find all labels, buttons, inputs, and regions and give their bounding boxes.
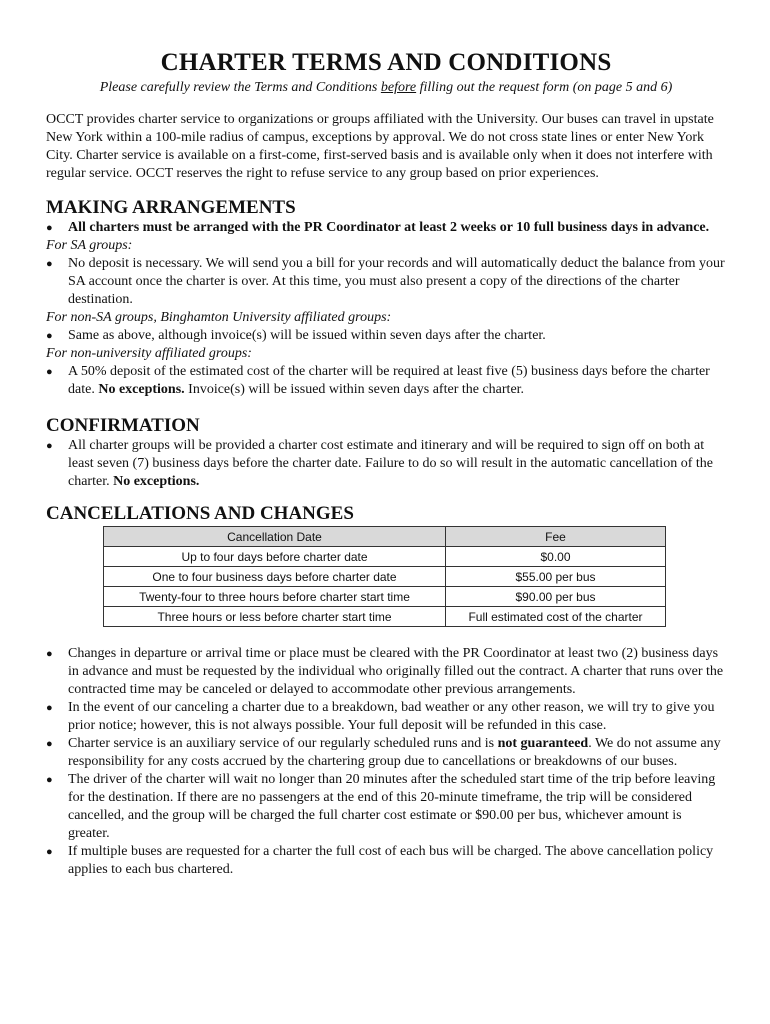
- list-item: [46, 437, 726, 491]
- table-row: [104, 607, 666, 627]
- table-cell: Full estimated cost of the charter: [446, 607, 666, 627]
- page-title: CHARTER TERMS AND CONDITIONS: [160, 49, 612, 76]
- table-row: [104, 547, 666, 567]
- list-item: ● Same as above, although invoice(s) will be issued within seven days after the charter.: [46, 327, 726, 345]
- making-list-1: [46, 219, 726, 237]
- section-heading-confirmation: CONFIRMATION: [46, 415, 200, 436]
- subtitle-underlined: before: [380, 80, 417, 95]
- section-heading-making-arrangements: MAKING ARRANGEMENTS: [46, 197, 296, 218]
- list-item-text: All charter groups will be provided a charter cost estimate and itinerary and will be required to sign off on both at least seven (7) business days before the charter date. Failure to do so will result in the automatic cancellation of the charter.: [68, 438, 713, 489]
- list-item: ● Changes in departure or arrival time or place must be cleared with the PR Coordinator at least two (2) business days in advance and must be requested by the individual who originally filled out the contract. A charter that runs over the contracted time may be canceled or delayed to accommodate other previous arrangements.: [46, 645, 726, 699]
- making-list-3: [46, 327, 726, 345]
- section-heading-cancellations: CANCELLATIONS AND CHANGES: [46, 503, 354, 524]
- document-page: [46, 48, 726, 879]
- list-item: ● The driver of the charter will wait no longer than 20 minutes after the scheduled start time of the trip before leaving for the destination. If there are no passengers at the end of this 20-minute timeframe, the trip will be considered cancelled, and the group will be charged the full charter cost estimate or $90.00 per bus, whichever amount is greater.: [46, 771, 726, 843]
- making-list-2: [46, 255, 726, 309]
- list-item: ● If multiple buses are requested for a charter the full cost of each bus will be charged. The above cancellation policy applies to each bus chartered.: [46, 843, 726, 879]
- list-item: [46, 363, 726, 399]
- table-header-cell: Cancellation Date: [104, 527, 446, 547]
- table-cell: $90.00 per bus: [446, 587, 666, 607]
- confirmation-list: [46, 437, 726, 491]
- list-item: ● In the event of our canceling a charter due to a breakdown, bad weather or any other reason, we will try to give you prior notice; however, this is not always possible. Your full deposit will be refunded in this case.: [46, 699, 726, 735]
- table-cell: $55.00 per bus: [446, 567, 666, 587]
- group-label-non-university: For non-university affiliated groups:: [46, 346, 252, 361]
- list-item: [46, 735, 726, 771]
- subtitle-text: Please carefully review the Terms and Conditions: [99, 80, 381, 95]
- list-item: ● No deposit is necessary. We will send you a bill for your records and will automatically deduct the balance from your SA account once the charter is over. At this time, you must also present a copy of the directions of the charter destination.: [46, 255, 726, 309]
- group-label-non-sa: For non-SA groups, Binghamton University affiliated groups:: [46, 310, 392, 325]
- subtitle: [46, 79, 726, 97]
- intro-paragraph: OCCT provides charter service to organizations or groups affiliated with the University. Our buses can travel in upstate New York within a 100-mile radius of campus, exceptions by approval. We do not cross state lines or enter New York City. Charter service is available on a first-come, first-served basis and is available only when it does not interfere with regular service. OCCT reserves the right to refuse service to any group based on prior experiences.: [46, 112, 714, 181]
- table-header-row: [104, 527, 666, 547]
- list-item-text-end: . We do not assume any responsibility for any costs accrued by the chartering group due to cancellations or breakdowns of our buses.: [68, 736, 721, 769]
- list-item-bold: No exceptions.: [113, 474, 200, 489]
- group-label-sa: For SA groups:: [46, 238, 133, 253]
- table-row: [104, 567, 666, 587]
- table-cell: Three hours or less before charter start time: [104, 607, 446, 627]
- cancellations-list: [46, 645, 726, 879]
- list-item-bold: No exceptions.: [98, 382, 185, 397]
- table-header-cell: Fee: [446, 527, 666, 547]
- table-row: [104, 587, 666, 607]
- subtitle-text-end: filling out the request form (on page 5 and 6): [416, 80, 673, 95]
- making-list-4: [46, 363, 726, 399]
- list-item-text: Charter service is an auxiliary service of our regularly scheduled runs and is: [68, 736, 498, 751]
- list-item-text: A 50% deposit of the estimated cost of the charter will be required at least five (5) business days before the charter date.: [68, 364, 710, 397]
- table-cell: $0.00: [446, 547, 666, 567]
- list-item-bold: not guaranteed: [497, 736, 589, 751]
- table-cell: One to four business days before charter date: [104, 567, 446, 587]
- table-cell: Twenty-four to three hours before charter start time: [104, 587, 446, 607]
- table-cell: Up to four days before charter date: [104, 547, 446, 567]
- list-item-text-end: Invoice(s) will be issued within seven days after the charter.: [184, 382, 525, 397]
- list-item: ● All charters must be arranged with the PR Coordinator at least 2 weeks or 10 full business days in advance.: [46, 219, 726, 237]
- cancellation-fee-table: [103, 526, 666, 627]
